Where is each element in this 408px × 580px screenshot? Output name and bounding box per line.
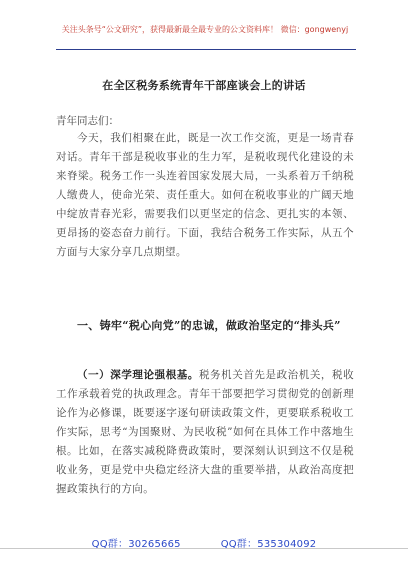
paragraph-intro: 今天，我们相聚在此，既是一次工作交流，更是一场青春对话。青年干部是税收事业的生力军，是税收现代化建设的未来脊梁。税务工作一头连着国家发展大局，一头系着万千纳税人缴费人，使命光荣、责任重大。如何在税收事业的广阔天地中绽放青春光彩，需要我们以更坚定的信念、更扎实的本领、更昂扬的姿态奋力前行。下面，我结合税务工作实际，从五个方面与大家分享几点期望。 xyxy=(56,132,354,258)
section-heading-1: 一、铸牢“税心向党”的忠诚，做政治坚定的“排头兵” xyxy=(77,319,341,332)
document-title: 在全区税务系统青年干部座谈会上的讲话 xyxy=(102,79,306,92)
salutation: 青年同志们： xyxy=(56,115,119,127)
promo-banner: 关注头条号“公文研究”，获得最新最全最专业的公文资料库！ 微信：gongwenyj xyxy=(61,25,349,34)
paragraph-body-1: 税务机关首先是政治机关，税收工作承载着党的执政理念。青年干部要把学习贯彻党的创新理论作为必修课，既要逐字逐句研读政策文件，更要联系税收工作实际，思考“为国聚财、为民收税”如何在具体工作中落地生根。比如，在落实减税降费政策时，要深刻认识到这不仅是税收业务，更是党中央稳定经济大盘的重要举措，从政治高度把握政策执行的方向。 xyxy=(56,369,354,495)
footer-divider xyxy=(0,548,408,549)
paragraph-section-1-1 xyxy=(56,366,354,499)
footer-qq-group-1: QQ群：30265665 xyxy=(91,539,181,550)
footer-qq-group-2: QQ群：535304092 xyxy=(220,539,317,550)
subheading-1: （一）深学理论强根基。 xyxy=(77,369,199,381)
header-divider xyxy=(56,49,356,50)
